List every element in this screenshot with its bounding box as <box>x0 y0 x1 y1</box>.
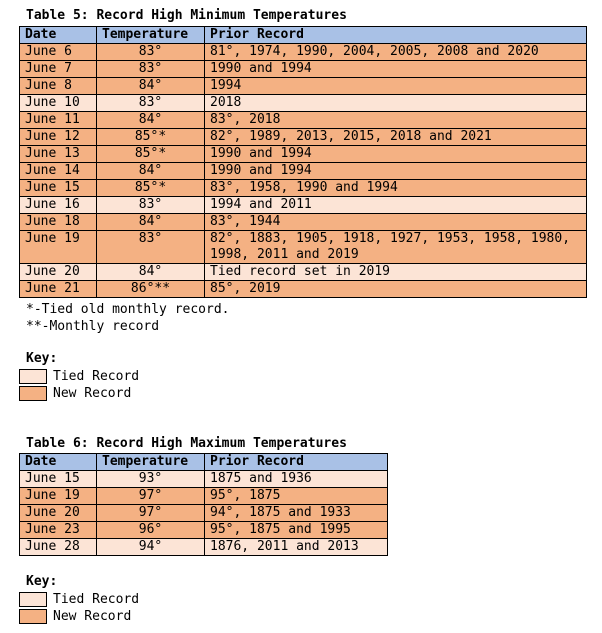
table-row <box>20 95 587 112</box>
new-swatch <box>19 609 47 624</box>
prior-record-cell: 95°, 1875 and 1995 <box>205 522 388 539</box>
date-cell: June 11 <box>20 112 97 129</box>
table-row <box>20 197 587 214</box>
date-cell: June 23 <box>20 522 97 539</box>
table-row <box>20 78 587 95</box>
key2-new-label: New Record <box>53 608 132 624</box>
temperature-cell: 84° <box>97 214 205 231</box>
new-swatch <box>19 386 47 401</box>
prior-record-cell: 1990 and 1994 <box>205 61 587 78</box>
prior-record-cell: 83°, 2018 <box>205 112 587 129</box>
table6-body <box>20 471 388 556</box>
date-cell: June 18 <box>20 214 97 231</box>
date-cell: June 7 <box>20 61 97 78</box>
temperature-cell: 85°* <box>97 180 205 197</box>
note-monthly-record: **-Monthly record <box>26 319 160 334</box>
table-row <box>20 264 587 281</box>
temperature-cell: 84° <box>97 78 205 95</box>
date-cell: June 15 <box>20 471 97 488</box>
table5-caption: Table 5: Record High Minimum Temperatures <box>26 8 347 23</box>
key1-tied-row <box>19 368 139 385</box>
prior-record-cell: Tied record set in 2019 <box>205 264 587 281</box>
table-row <box>20 522 388 539</box>
temperature-cell: 83° <box>97 95 205 112</box>
prior-record-cell: 1876, 2011 and 2013 <box>205 539 388 556</box>
table5-notes <box>26 301 230 335</box>
table6-header-temperature: Temperature <box>97 454 205 471</box>
temperature-cell: 84° <box>97 112 205 129</box>
key1-new-label: New Record <box>53 385 132 401</box>
table-row <box>20 214 587 231</box>
temperature-cell: 97° <box>97 505 205 522</box>
temperature-cell: 85°* <box>97 129 205 146</box>
table-row <box>20 129 587 146</box>
prior-record-cell: 1990 and 1994 <box>205 163 587 180</box>
prior-record-cell: 85°, 2019 <box>205 281 587 298</box>
date-cell: June 13 <box>20 146 97 163</box>
table6-header-row <box>20 454 388 471</box>
table-row <box>20 146 587 163</box>
temperature-cell: 83° <box>97 231 205 264</box>
prior-record-cell: 82°, 1989, 2013, 2015, 2018 and 2021 <box>205 129 587 146</box>
temperature-cell: 96° <box>97 522 205 539</box>
table5-header-date: Date <box>20 27 97 44</box>
table-row <box>20 471 388 488</box>
prior-record-cell: 82°, 1883, 1905, 1918, 1927, 1953, 1958, 1980, 1998, 2011 and 2019 <box>205 231 587 264</box>
prior-record-cell: 1994 <box>205 78 587 95</box>
key1-legend <box>19 368 139 402</box>
temperature-cell: 84° <box>97 264 205 281</box>
prior-record-cell: 1875 and 1936 <box>205 471 388 488</box>
tied-swatch <box>19 369 47 384</box>
key2-legend <box>19 591 139 625</box>
table-row <box>20 281 587 298</box>
date-cell: June 20 <box>20 264 97 281</box>
date-cell: June 16 <box>20 197 97 214</box>
temperature-cell: 83° <box>97 61 205 78</box>
key1-new-row <box>19 385 139 402</box>
prior-record-cell: 1990 and 1994 <box>205 146 587 163</box>
key2-tied-label: Tied Record <box>53 591 140 607</box>
temperature-cell: 83° <box>97 197 205 214</box>
prior-record-cell: 2018 <box>205 95 587 112</box>
temperature-cell: 84° <box>97 163 205 180</box>
date-cell: June 6 <box>20 44 97 61</box>
table5-header-temperature: Temperature <box>97 27 205 44</box>
key2-title: Key: <box>26 574 58 589</box>
temperature-cell: 93° <box>97 471 205 488</box>
table5-body <box>20 44 587 298</box>
table-row <box>20 488 388 505</box>
table-row <box>20 180 587 197</box>
temperature-cell: 85°* <box>97 146 205 163</box>
prior-record-cell: 94°, 1875 and 1933 <box>205 505 388 522</box>
prior-record-cell: 83°, 1944 <box>205 214 587 231</box>
date-cell: June 14 <box>20 163 97 180</box>
table-row <box>20 505 388 522</box>
date-cell: June 19 <box>20 231 97 264</box>
table5-header-prior-record: Prior Record <box>205 27 587 44</box>
date-cell: June 20 <box>20 505 97 522</box>
table6-header-date: Date <box>20 454 97 471</box>
table5 <box>19 26 587 298</box>
temperature-cell: 97° <box>97 488 205 505</box>
temperature-cell: 86°** <box>97 281 205 298</box>
table-row <box>20 112 587 129</box>
prior-record-cell: 83°, 1958, 1990 and 1994 <box>205 180 587 197</box>
date-cell: June 21 <box>20 281 97 298</box>
table-row <box>20 163 587 180</box>
prior-record-cell: 95°, 1875 <box>205 488 388 505</box>
table-row <box>20 231 587 264</box>
temperature-cell: 94° <box>97 539 205 556</box>
note-tied-monthly: *-Tied old monthly record. <box>26 302 230 317</box>
tied-swatch <box>19 592 47 607</box>
table-row <box>20 539 388 556</box>
prior-record-cell: 1994 and 2011 <box>205 197 587 214</box>
key2-tied-row <box>19 591 139 608</box>
key2-new-row <box>19 608 139 625</box>
table-row <box>20 44 587 61</box>
date-cell: June 10 <box>20 95 97 112</box>
table6-caption: Table 6: Record High Maximum Temperatures <box>26 436 347 451</box>
date-cell: June 8 <box>20 78 97 95</box>
key1-title: Key: <box>26 351 58 366</box>
date-cell: June 28 <box>20 539 97 556</box>
date-cell: June 12 <box>20 129 97 146</box>
date-cell: June 15 <box>20 180 97 197</box>
date-cell: June 19 <box>20 488 97 505</box>
table5-header-row <box>20 27 587 44</box>
table-row <box>20 61 587 78</box>
prior-record-cell: 81°, 1974, 1990, 2004, 2005, 2008 and 2020 <box>205 44 587 61</box>
table6-header-prior-record: Prior Record <box>205 454 388 471</box>
temperature-cell: 83° <box>97 44 205 61</box>
table6 <box>19 453 388 556</box>
key1-tied-label: Tied Record <box>53 368 140 384</box>
